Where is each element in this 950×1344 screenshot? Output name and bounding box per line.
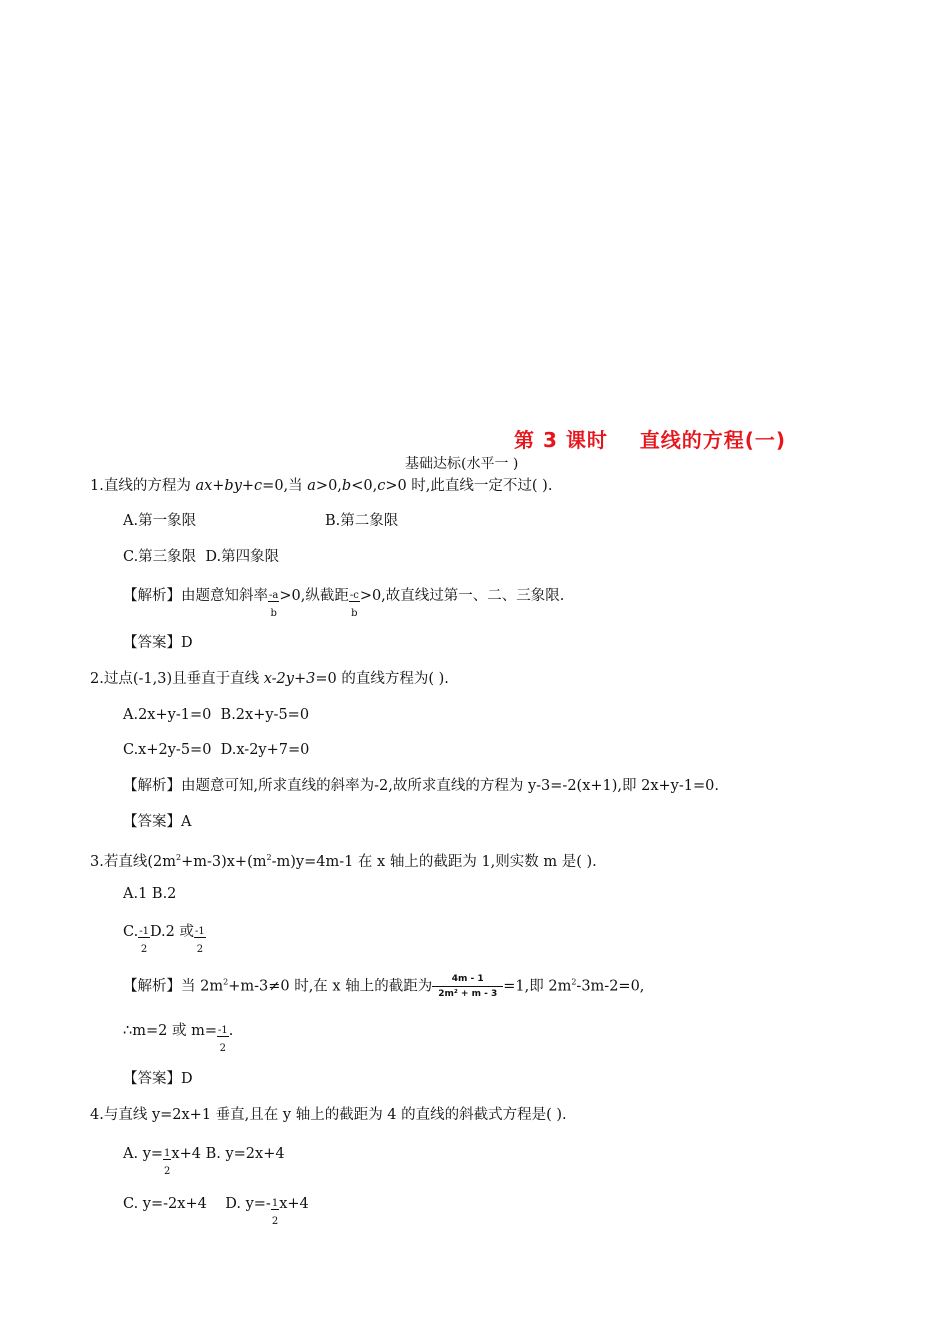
question-1-option-c-d: C.第三象限 D.第四象限 [123, 549, 280, 565]
page-title: 第 3 课时 直线的方程(一) [514, 428, 786, 452]
question-2-option-a-b: A.2x+y-1=0 B.2x+y-5=0 [123, 707, 310, 723]
question-1-explanation: 【解析】由题意知斜率 $\frac{-a}{b}$ >0,纵截距 $\frac{-c}{b}$ >0,故直线过第一、二、三象限. [123, 588, 565, 619]
question-2-answer: 【答案】A [123, 814, 192, 830]
question-3-stem: 3.若直线$(2m^2+m-3)x+(m^2-m)y=4m-1$ 在 x 轴上的截距为 1,则实数 m 是( ). [90, 853, 597, 870]
question-1-option-a: A.第一象限 [123, 513, 197, 529]
question-2-option-c-d: C.x+2y-5=0 D.x-2y+7=0 [123, 742, 310, 758]
intercept-fraction: $\frac{4m - 1}{\text{2m² + m - 3}}$ [432, 972, 503, 1001]
fraction-neg-a-over-b: $\frac{-a}{b}$ [269, 590, 279, 619]
question-3-explanation: 【解析】当 $2m^2+m-3\ne 0$ 时,在 x 轴上的截距为 $\frac{4m - 1}{\text{2m² + m - 3}}$ =1,即 $2m^2-3m-2=0$, [123, 974, 645, 999]
question-3-conclusion: ∴m=2 或 m= $\frac{-1}{2}$ . [123, 1023, 234, 1054]
question-4-option-c-d: C. y=-2x+4 D. y=- $\frac{1}{2}$ x+4 [123, 1196, 309, 1227]
question-4-stem: 4.与直线 y=2x+1 垂直,且在 y 轴上的截距为 4 的直线的斜截式方程是( ). [90, 1107, 567, 1123]
question-1-option-b: B.第二象限 [325, 513, 399, 529]
question-3-option-a-b: A.1 B.2 [123, 886, 177, 902]
question-2-stem: 2.过点(-1,3)且垂直于直线 x-2y+3=0 的直线方程为( ). [90, 671, 449, 687]
question-1-stem: 1.直线的方程为 ax+by+c=0,当 a>0,b<0,c>0 时,此直线一定不过( ). [90, 478, 553, 494]
question-3-answer: 【答案】D [123, 1071, 193, 1087]
fraction-neg-c-over-b: $\frac{-c}{b}$ [349, 590, 359, 619]
question-3-option-c-d: C. $\frac{-1}{2}$ D.2 或 $\frac{-1}{2}$ [123, 924, 205, 955]
question-4-option-a-b: A. y= $\frac{1}{2}$ x+4 B. y=2x+4 [123, 1146, 285, 1177]
question-1-answer: 【答案】D [123, 635, 193, 651]
section-subtitle: 基础达标(水平一 ) [405, 456, 519, 472]
question-2-explanation: 【解析】由题意可知,所求直线的斜率为-2,故所求直线的方程为 y-3=-2(x+1),即 2x+y-1=0. [123, 778, 719, 794]
